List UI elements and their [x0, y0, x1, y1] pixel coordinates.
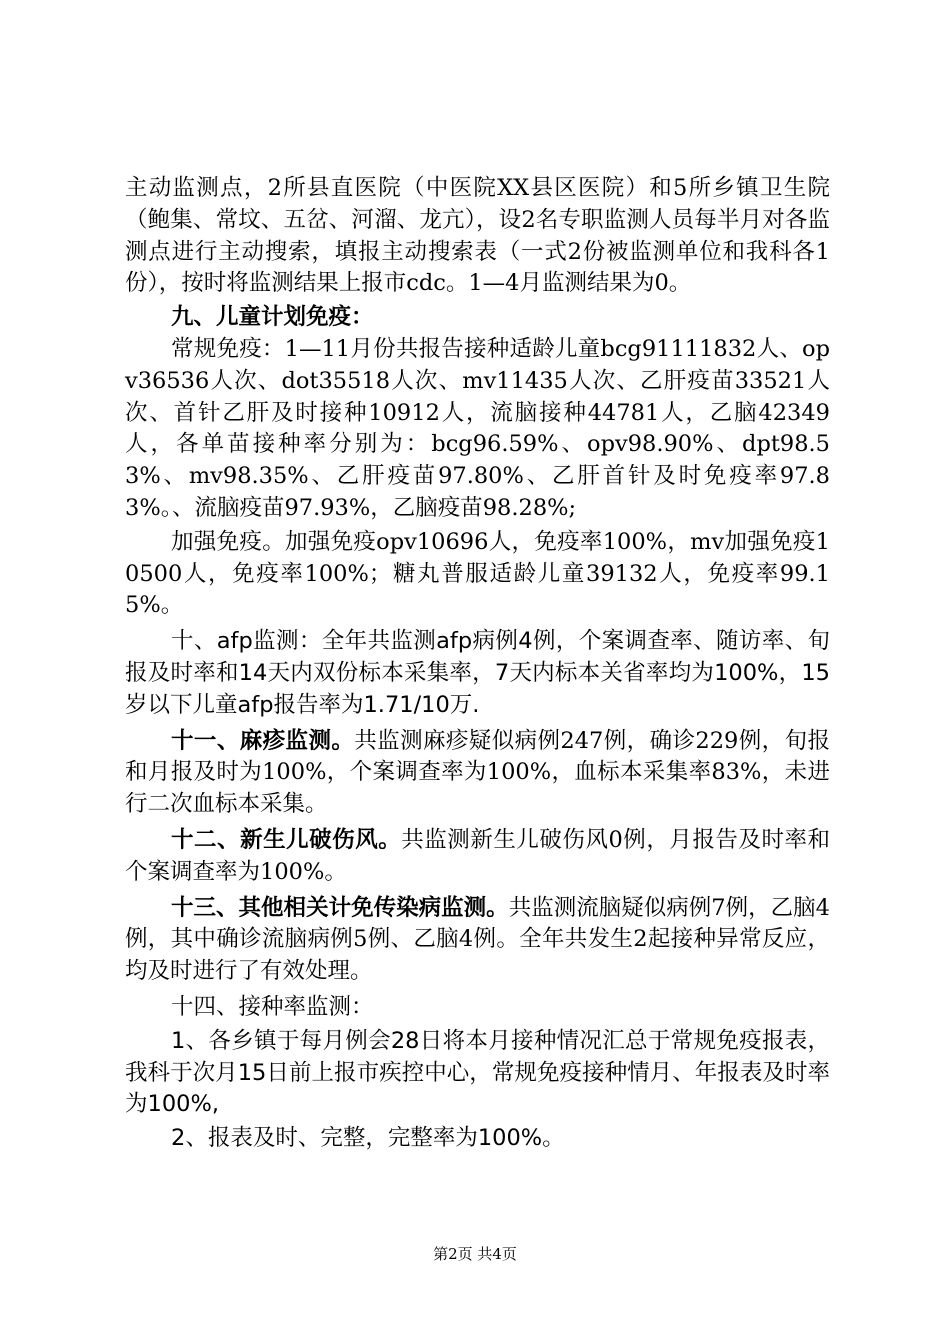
text-measles: 共监测麻疹疑似病例247例，确诊229例，旬报和月报及时为100%，个案调查率为100%，血标本采集率83%，未进行二次血标本采集。	[125, 727, 830, 818]
heading-measles: 十一、麻疹监测。	[171, 727, 355, 754]
paragraph-measles-surveillance	[125, 726, 830, 821]
paragraph-surveillance-points: 主动监测点，2所县直医院（中医院XX县区医院）和5所乡镇卫生院（鲍集、常坟、五岔、河溜、龙亢），设2名专职监测人员每半月对各监测点进行主动搜索，填报主动搜索表（一式2份被监测单位和我科各1份），按时将监测结果上报市cdc。1—4月监测结果为0。	[125, 175, 830, 297]
paragraph-routine-immunization: 常规免疫：1—11月份共报告接种适龄儿童bcg91111832人、opv36536人次、dot35518人次、mv11435人次、乙肝疫苗33521人次、首针乙肝及时接种10912人，流脑接种44781人，乙脑42349人，各单苗接种率分别为：bcg96.59%、opv98.90%、dpt98.53%、mv98.35%、乙肝疫苗97.80%、乙肝首针及时免疫率97.83%。、流脑疫苗97.93%，乙脑疫苗98.28%;	[125, 335, 830, 521]
section-heading-immunization: 九、儿童计划免疫：	[171, 304, 374, 331]
paragraph-other-diseases	[125, 893, 830, 988]
paragraph-neonatal-tetanus	[125, 825, 830, 889]
paragraph-afp-surveillance: 十、afp监测：全年共监测afp病例4例，个案调查率、随访率、旬报及时率和14天内双份标本采集率，7天内标本关省率均为100%，15岁以下儿童afp报告率为1.71/10万.	[125, 628, 830, 718]
paragraph-booster-immunization: 加强免疫。加强免疫opv10696人，免疫率100%，mv加强免疫10500人，免疫率100%；糖丸普服适龄儿童39132人，免疫率99.15%。	[125, 528, 830, 619]
paragraph-monthly-report: 1、各乡镇于每月例会28日将本月接种情况汇总于常规免疫报表，我科于次月15日前上报市疾控中心，常规免疫接种情月、年报表及时率为100%,	[125, 1027, 830, 1118]
page-number-footer: 第2页 共4页	[433, 1245, 517, 1263]
paragraph-report-completeness: 2、报表及时、完整，完整率为100%。	[171, 1125, 565, 1152]
section-heading-vaccination-rate: 十四、接种率监测：	[171, 993, 374, 1020]
document-body	[125, 173, 830, 1155]
text-neonatal-tetanus: 共监测新生儿破伤风0例，月报告及时率和个案调查率为100%。	[125, 826, 830, 885]
heading-other-diseases: 十三、其他相关计免传染病监测。	[171, 894, 509, 921]
heading-neonatal-tetanus: 十二、新生儿破伤风。	[171, 826, 402, 853]
text-other-diseases: 共监测流脑疑似病例7例，乙脑4例，其中确诊流脑病例5例、乙脑4例。全年共发生2起接种异常反应，均及时进行了有效处理。	[125, 894, 830, 985]
